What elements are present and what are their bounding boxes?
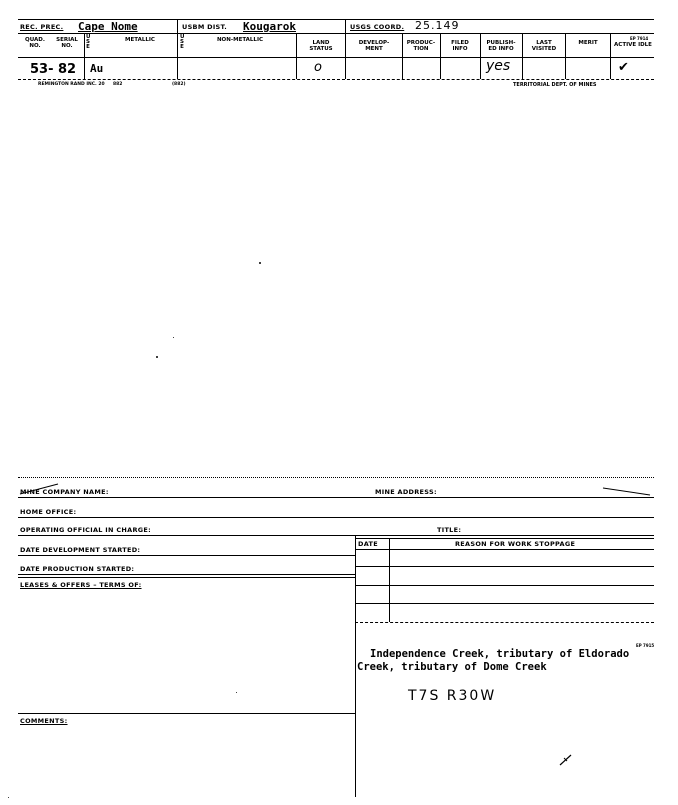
divider (345, 19, 346, 79)
usbm-dist-value: Kougarok (243, 20, 296, 33)
row-line (18, 497, 654, 498)
speck (259, 262, 261, 264)
row-line (18, 535, 654, 536)
row-bottom-line (18, 79, 654, 80)
form-number: EP 7914 (630, 36, 649, 41)
footer-code: 882 (113, 82, 123, 87)
operating-official-label: OPERATING OFFICIAL IN CHARGE: (20, 526, 152, 534)
quad-serial-value: 53- 82 (30, 62, 77, 77)
mine-company-label: MINE COMPANY NAME: (20, 488, 109, 496)
col-metallic: METALLIC (125, 37, 155, 43)
header-row-line (18, 33, 654, 34)
speck (8, 797, 9, 798)
usgs-coord-value: 25.149 (415, 19, 460, 32)
leases-label: LEASES & OFFERS – TERMS OF: (20, 581, 142, 589)
row-line (355, 538, 654, 539)
usbm-dist-label: USBM DIST. (182, 23, 228, 31)
divider (522, 33, 523, 79)
pencil-tick-mark (558, 752, 574, 768)
row-line (18, 713, 355, 714)
col-nonmetallic: NON-METALLIC (216, 37, 264, 43)
divider (177, 19, 178, 79)
row-line (355, 566, 654, 567)
column-header-line (18, 57, 654, 58)
divider (402, 33, 403, 79)
row-line (355, 549, 654, 550)
active-idle-check: ✔ (618, 60, 629, 75)
footer-right-text: TERRITORIAL DEPT. OF MINES (513, 82, 597, 88)
date-development-label: DATE DEVELOPMENT STARTED: (20, 546, 141, 554)
note-form-number: EP 7915 (636, 643, 655, 648)
row-line (355, 622, 654, 623)
reason-column-label: REASON FOR WORK STOPPAGE (455, 540, 576, 548)
rec-prec-value: Cape Nome (78, 20, 138, 33)
col-use-metallic: U S E (86, 34, 91, 50)
col-published-info: PUBLISH- ED INFO (486, 40, 516, 52)
col-production: PRODUC- TION (406, 40, 436, 52)
title-label: TITLE: (437, 526, 462, 534)
comments-label: COMMENTS: (20, 717, 68, 725)
col-land-status: LAND STATUS (309, 40, 333, 52)
row-line (18, 517, 654, 518)
column-divider (355, 535, 356, 797)
footer-left-text: REMINGTON RAND INC. 20 (38, 82, 105, 87)
col-active-idle: ACTIVE IDLE (614, 42, 652, 48)
note-line-2: Creek, tributary of Dome Creek (357, 661, 547, 673)
date-column-label: DATE (358, 540, 378, 548)
col-serial-no: SERIAL NO. (56, 37, 78, 49)
col-use-nonmetallic: U S E (180, 34, 185, 50)
rec-prec-label: REC. PREC. (20, 23, 64, 31)
col-development: DEVELOP- MENT (358, 40, 390, 52)
divider (610, 33, 611, 79)
speck (173, 337, 174, 338)
divider (565, 33, 566, 79)
mine-address-label: MINE ADDRESS: (375, 488, 437, 496)
speck (156, 356, 158, 358)
divider (296, 33, 297, 79)
divider (480, 33, 481, 79)
col-quad-no: QUAD. NO. (25, 37, 45, 49)
row-line (355, 603, 654, 604)
metallic-value: Au (90, 62, 104, 75)
land-status-value: o (314, 60, 322, 75)
divider (84, 33, 85, 79)
row-line (18, 574, 355, 575)
home-office-label: HOME OFFICE: (20, 508, 77, 516)
col-merit: MERIT (578, 40, 598, 46)
footer-code: (882) (172, 82, 186, 87)
col-filed-info: FILED INFO (451, 40, 469, 52)
row-line (18, 577, 355, 578)
divider (440, 33, 441, 79)
published-info-value: yes (486, 58, 511, 74)
handwritten-location: T7S R30W (408, 688, 497, 704)
row-line (355, 585, 654, 586)
note-line-1: Independence Creek, tributary of Eldorado (370, 648, 630, 660)
usgs-coord-label: USGS COORD. (350, 23, 405, 31)
date-production-label: DATE PRODUCTION STARTED: (20, 565, 135, 573)
speck (236, 692, 237, 693)
card-scratches (18, 478, 658, 498)
column-divider (389, 538, 390, 622)
col-last-visited: LAST VISITED (531, 40, 557, 52)
row-line (18, 555, 355, 556)
